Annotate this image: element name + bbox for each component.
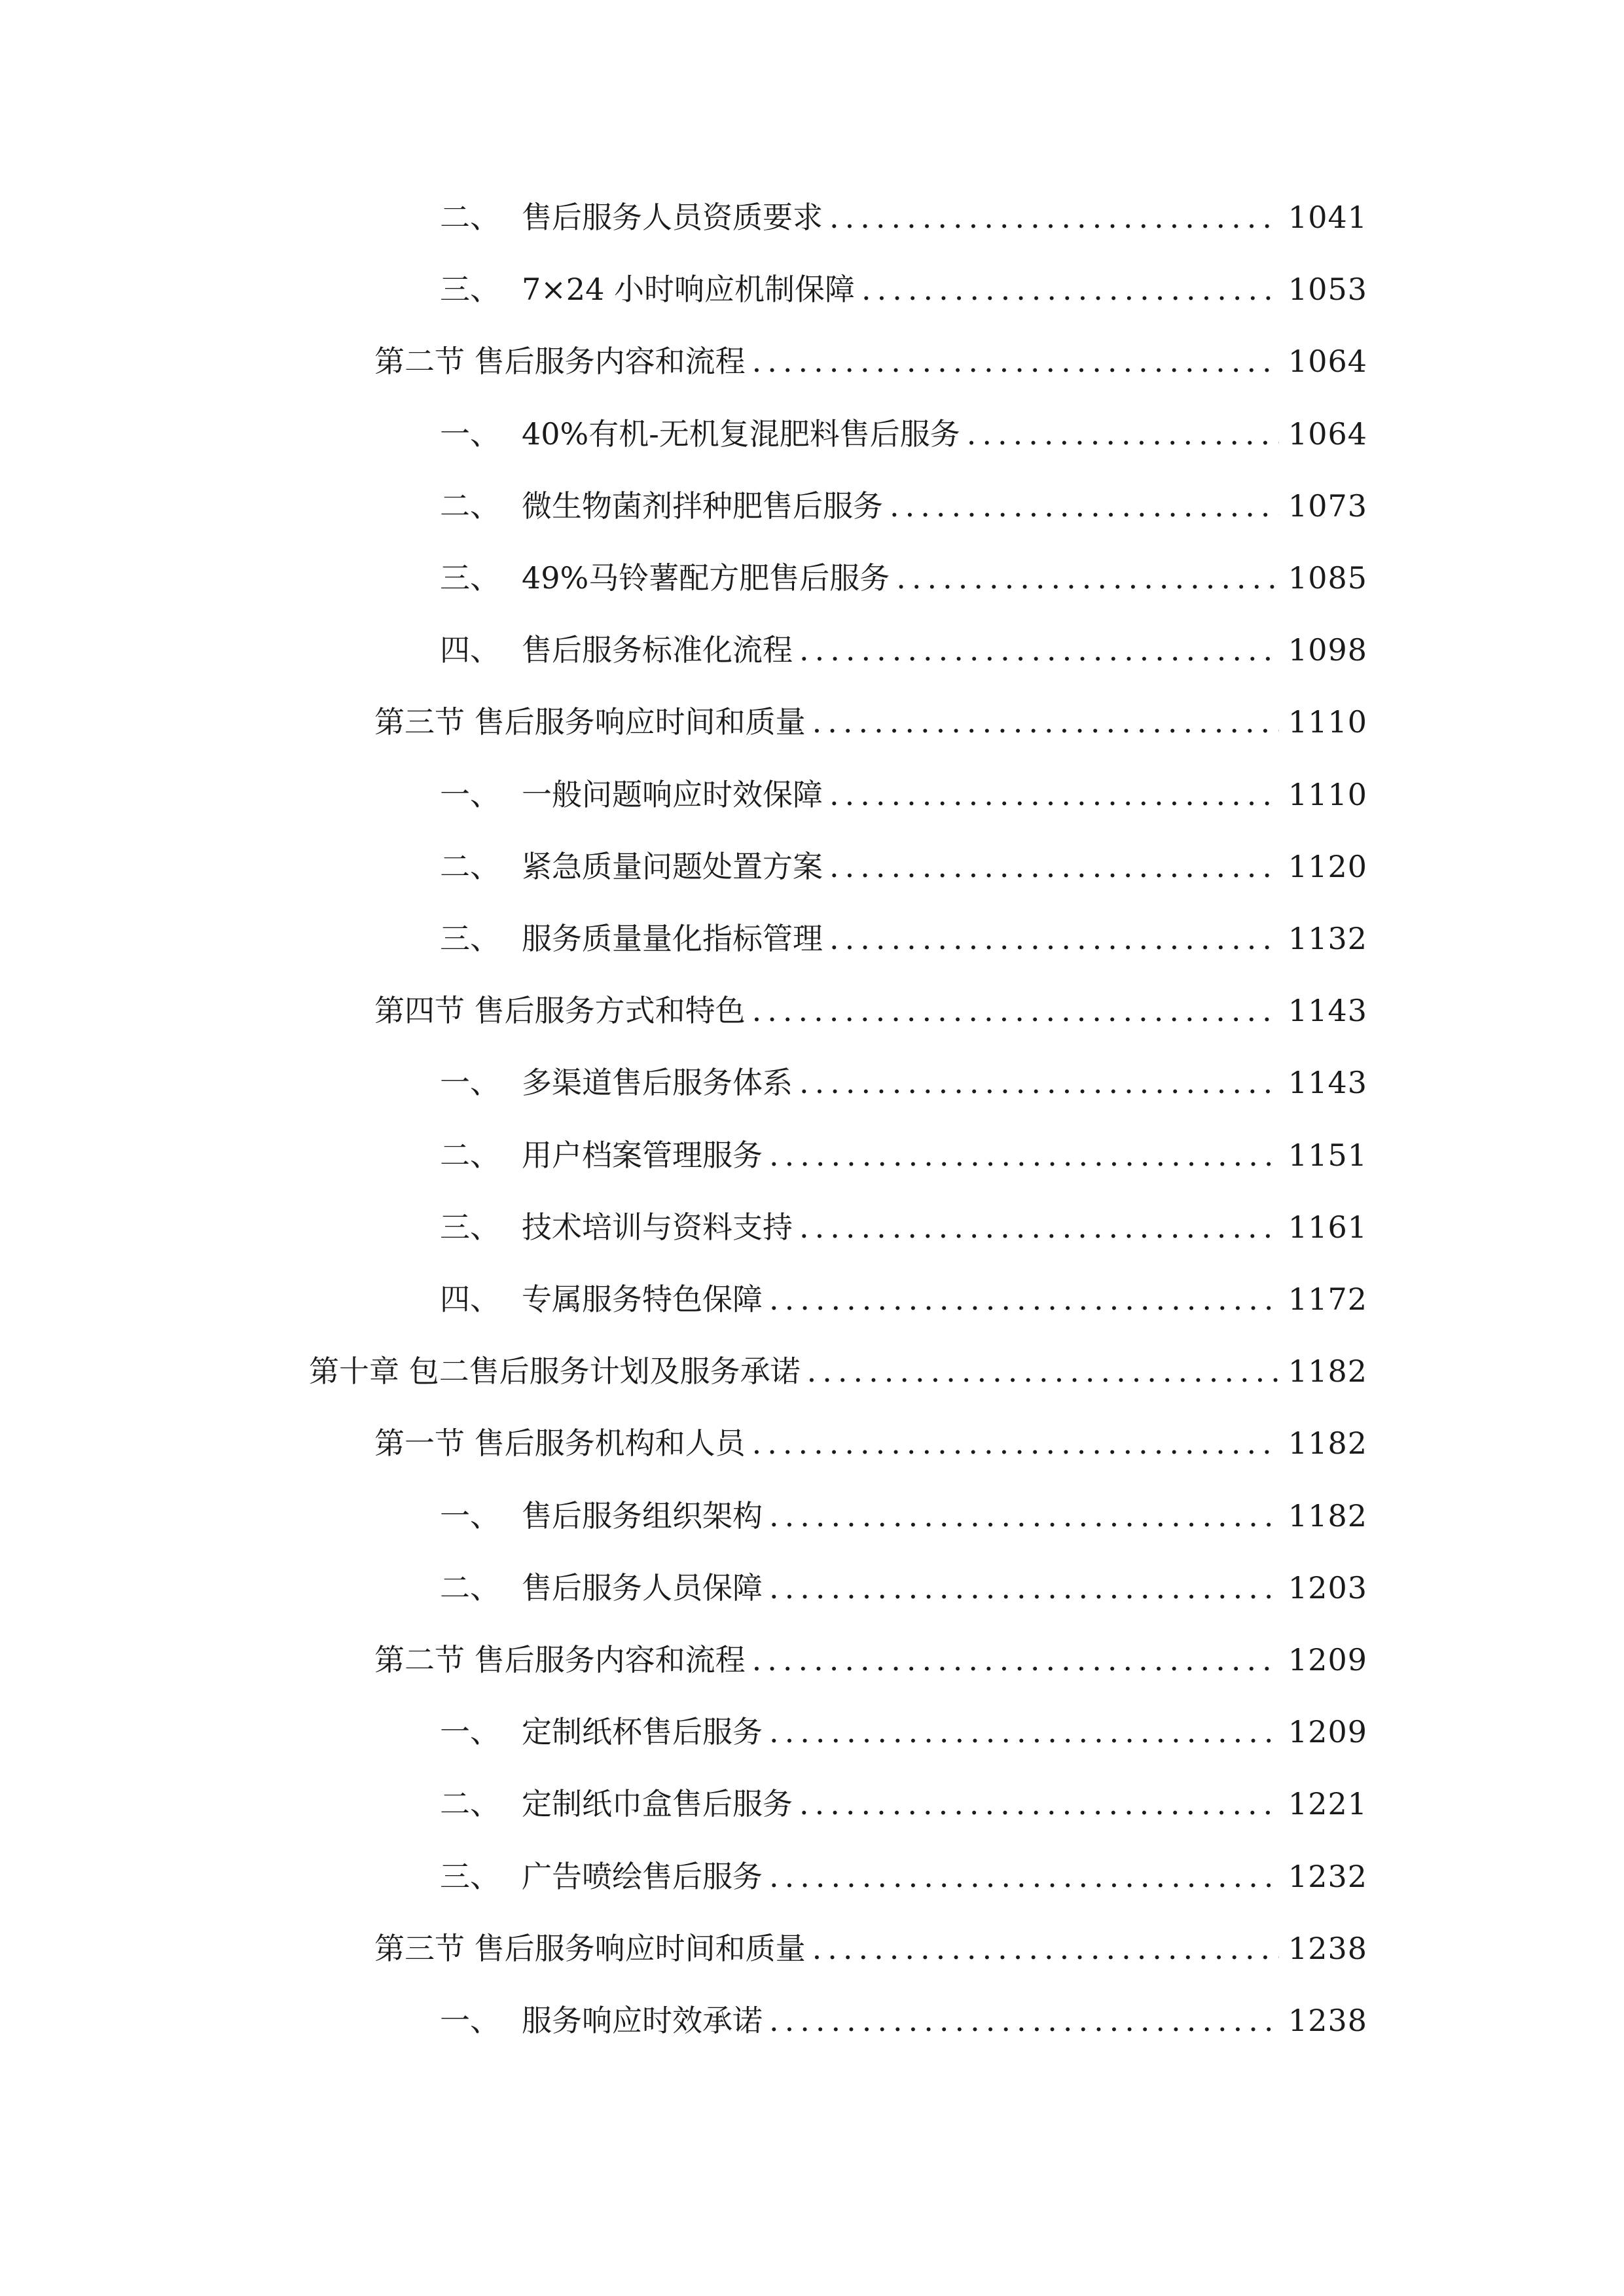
- toc-entry-number: 三、: [440, 1210, 500, 1245]
- toc-entry-page-number: 1172: [1288, 1282, 1367, 1317]
- toc-entry-number: 二、: [440, 1570, 500, 1605]
- toc-entry[interactable]: [374, 699, 1367, 745]
- toc-entry[interactable]: [440, 1204, 1367, 1250]
- toc-entry[interactable]: [374, 1926, 1367, 1971]
- toc-entry-page-number: 1120: [1288, 849, 1367, 884]
- toc-entry-title: 技术培训与资料支持: [522, 1210, 793, 1245]
- toc-dot-leader: [861, 266, 1279, 312]
- toc-entry[interactable]: [440, 1060, 1367, 1105]
- toc-entry-page-number: 1064: [1288, 416, 1367, 452]
- toc-entry[interactable]: [440, 772, 1367, 817]
- toc-entry-title: 专属服务特色保障: [522, 1282, 763, 1317]
- toc-entry-page-number: 1209: [1288, 1714, 1367, 1749]
- toc-entry-page-number: 1098: [1288, 632, 1367, 668]
- toc-dot-leader: [812, 1926, 1279, 1971]
- toc-entry[interactable]: [440, 555, 1367, 601]
- toc-entry-page-number: 1232: [1288, 1859, 1367, 1894]
- toc-entry-number: 二、: [440, 488, 500, 524]
- toc-entry[interactable]: [440, 1998, 1367, 2043]
- toc-entry-title: 第二节 售后服务内容和流程: [374, 344, 746, 379]
- toc-entry-page-number: 1238: [1288, 1931, 1367, 1966]
- toc-dot-leader: [829, 916, 1279, 961]
- toc-entry-number: 四、: [440, 632, 500, 668]
- toc-entry-title: 紧急质量问题处置方案: [522, 849, 823, 884]
- toc-entry-title: 7×24 小时响应机制保障: [522, 272, 855, 307]
- toc-entry-page-number: 1053: [1288, 272, 1367, 307]
- toc-entry[interactable]: [440, 1132, 1367, 1178]
- toc-entry-page-number: 1085: [1288, 560, 1367, 596]
- toc-dot-leader: [769, 1493, 1279, 1539]
- toc-entry-number: 二、: [440, 849, 500, 884]
- toc-dot-leader: [752, 988, 1279, 1033]
- toc-dot-leader: [829, 844, 1279, 889]
- toc-entry-title: 用户档案管理服务: [522, 1138, 763, 1173]
- toc-entry-number: 一、: [440, 2003, 500, 2038]
- toc-entry-page-number: 1182: [1288, 1498, 1367, 1534]
- toc-entry[interactable]: [440, 1565, 1367, 1611]
- toc-dot-leader: [769, 1276, 1279, 1322]
- toc-dot-leader: [769, 1998, 1279, 2043]
- toc-entry-page-number: 1143: [1288, 993, 1367, 1028]
- toc-entry[interactable]: [440, 916, 1367, 961]
- toc-dot-leader: [752, 1637, 1279, 1683]
- toc-dot-leader: [799, 627, 1279, 673]
- toc-entry-title: 一般问题响应时效保障: [522, 777, 823, 812]
- toc-dot-leader: [890, 483, 1279, 529]
- toc-dot-leader: [799, 1204, 1279, 1250]
- toc-entry-page-number: 1238: [1288, 2003, 1367, 2038]
- toc-entry[interactable]: [440, 411, 1367, 457]
- toc-dot-leader: [769, 1709, 1279, 1755]
- toc-entry-page-number: 1221: [1288, 1786, 1367, 1821]
- toc-entry-number: 一、: [440, 1498, 500, 1534]
- toc-entry-title: 微生物菌剂拌种肥售后服务: [522, 488, 883, 524]
- toc-dot-leader: [812, 699, 1279, 745]
- toc-entry-number: 一、: [440, 1714, 500, 1749]
- toc-entry[interactable]: [440, 1493, 1367, 1539]
- toc-dot-leader: [752, 1420, 1279, 1466]
- toc-entry-title: 售后服务标准化流程: [522, 632, 793, 668]
- toc-dot-leader: [769, 1565, 1279, 1611]
- toc-entry-page-number: 1143: [1288, 1065, 1367, 1100]
- toc-entry[interactable]: [440, 483, 1367, 529]
- toc-entry-number: 二、: [440, 1138, 500, 1173]
- toc-entry-title: 售后服务人员资质要求: [522, 200, 823, 235]
- toc-entry[interactable]: [440, 194, 1367, 240]
- toc-entry-page-number: 1064: [1288, 344, 1367, 379]
- toc-entry[interactable]: [374, 1420, 1367, 1466]
- toc-entry[interactable]: [440, 266, 1367, 312]
- toc-entry-title: 多渠道售后服务体系: [522, 1065, 793, 1100]
- toc-entry[interactable]: [440, 627, 1367, 673]
- toc-entry-title: 第一节 售后服务机构和人员: [374, 1426, 746, 1461]
- toc-entry-number: 三、: [440, 921, 500, 956]
- toc-entry-page-number: 1073: [1288, 488, 1367, 524]
- toc-entry-title: 第十章 包二售后服务计划及服务承诺: [309, 1354, 801, 1389]
- toc-entry[interactable]: [440, 844, 1367, 889]
- toc-dot-leader: [769, 1132, 1279, 1178]
- toc-entry-page-number: 1182: [1288, 1426, 1367, 1461]
- toc-entry-title: 第三节 售后服务响应时间和质量: [374, 1931, 806, 1966]
- toc-dot-leader: [829, 772, 1279, 817]
- toc-entry-page-number: 1151: [1288, 1138, 1367, 1173]
- toc-entry-number: 二、: [440, 200, 500, 235]
- toc-entry[interactable]: [440, 1781, 1367, 1827]
- toc-dot-leader: [799, 1781, 1279, 1827]
- toc-entry-number: 四、: [440, 1282, 500, 1317]
- toc-entry-page-number: 1041: [1288, 200, 1367, 235]
- toc-entry[interactable]: [374, 338, 1367, 384]
- toc-entry-title: 40%有机-无机复混肥料售后服务: [522, 416, 960, 452]
- toc-entry-page-number: 1110: [1288, 777, 1367, 812]
- toc-entry[interactable]: [309, 1348, 1367, 1394]
- toc-entry-title: 服务质量量化指标管理: [522, 921, 823, 956]
- toc-entry[interactable]: [440, 1276, 1367, 1322]
- toc-entry-title: 售后服务组织架构: [522, 1498, 763, 1534]
- toc-entry-number: 三、: [440, 560, 500, 596]
- toc-entry-page-number: 1161: [1288, 1210, 1367, 1245]
- toc-dot-leader: [799, 1060, 1279, 1105]
- toc-entry-number: 一、: [440, 416, 500, 452]
- toc-dot-leader: [807, 1348, 1279, 1394]
- toc-entry-page-number: 1209: [1288, 1642, 1367, 1677]
- toc-entry-page-number: 1110: [1288, 704, 1367, 740]
- toc-entry-number: 三、: [440, 272, 500, 307]
- toc-dot-leader: [752, 338, 1279, 384]
- toc-entry[interactable]: [440, 1854, 1367, 1899]
- toc-entry-title: 第四节 售后服务方式和特色: [374, 993, 746, 1028]
- toc-entry-page-number: 1203: [1288, 1570, 1367, 1605]
- toc-entry-title: 第三节 售后服务响应时间和质量: [374, 704, 806, 740]
- toc-dot-leader: [829, 194, 1279, 240]
- toc-entry-number: 二、: [440, 1786, 500, 1821]
- toc-entry-title: 广告喷绘售后服务: [522, 1859, 763, 1894]
- toc-entry-title: 售后服务人员保障: [522, 1570, 763, 1605]
- toc-entry-number: 一、: [440, 777, 500, 812]
- toc-entry-title: 定制纸杯售后服务: [522, 1714, 763, 1749]
- toc-entry-number: 三、: [440, 1859, 500, 1894]
- toc-entry-title: 定制纸巾盒售后服务: [522, 1786, 793, 1821]
- toc-entry[interactable]: [440, 1709, 1367, 1755]
- toc-entry-page-number: 1182: [1288, 1354, 1367, 1389]
- toc-entry-title: 第二节 售后服务内容和流程: [374, 1642, 746, 1677]
- toc-entry[interactable]: [374, 1637, 1367, 1683]
- toc-entry-number: 一、: [440, 1065, 500, 1100]
- toc-dot-leader: [967, 411, 1279, 457]
- toc-entry-title: 49%马铃薯配方肥售后服务: [522, 560, 890, 596]
- toc-entry-title: 服务响应时效承诺: [522, 2003, 763, 2038]
- toc-dot-leader: [896, 555, 1279, 601]
- toc-entry-page-number: 1132: [1288, 921, 1367, 956]
- toc-dot-leader: [769, 1854, 1279, 1899]
- toc-entry[interactable]: [374, 988, 1367, 1033]
